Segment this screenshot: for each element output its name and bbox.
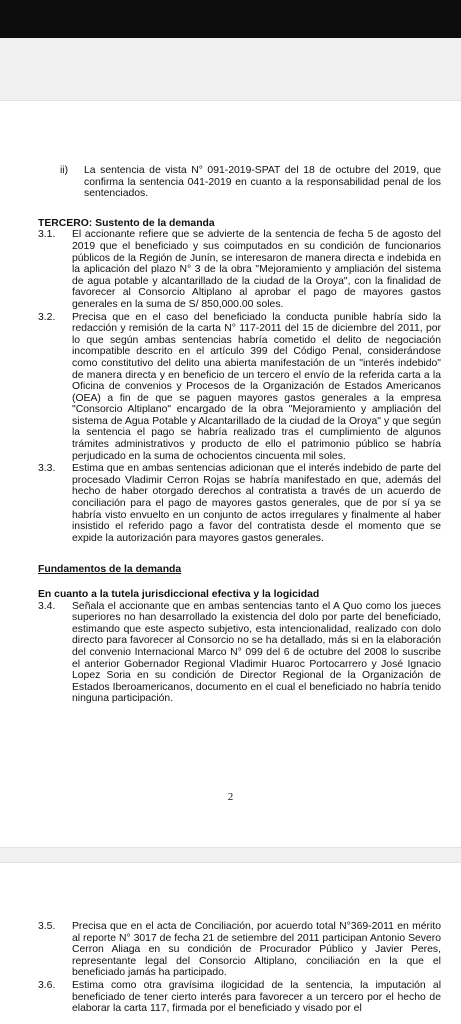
page-content (38, 921, 441, 1015)
page-number: 2 (227, 791, 234, 803)
item-number: 3.5. (38, 921, 56, 932)
list-item-3-6 (38, 980, 441, 1015)
document-page-2 (0, 100, 461, 848)
item-number: 3.3. (38, 463, 56, 475)
viewer-gap-between-pages (0, 848, 461, 862)
item-number: 3.4. (38, 600, 56, 612)
heading-fundamentos: Fundamentos de la demanda (38, 564, 182, 576)
item-number: 3.6. (38, 979, 56, 991)
item-text: Precisa que en el acta de Conciliación, por acuerdo total N°369-2011 en mérito al reporte N° 3017 de fecha 21 de setiembre del 2011 participan Antonio Severo Cerron Aliaga en su condición de Procurador Público y Javier Peres, representante legal del Consorcio Altiplano, conciliación en la que el beneficiado jamás ha participado. (72, 921, 441, 979)
sub-item-ii (60, 165, 441, 200)
item-number: 3.2. (38, 311, 56, 323)
heading-tutela: En cuanto a la tutela jurisdiccional efectiva y la logicidad (38, 589, 320, 600)
item-text: Estima como otra gravísima ilogicidad de la sentencia, la imputación al beneficiado de tener cierto interés para favorecer a un tercero por el hecho de elaborar la carta 117, firmada por el beneficiado y visado por el (72, 979, 441, 1015)
list-item-3-1 (38, 229, 441, 310)
page-content (38, 165, 441, 705)
list-item-3-5 (38, 921, 441, 979)
sub-item-label: ii) (60, 165, 69, 176)
item-number: 3.1. (38, 229, 56, 241)
heading-tercero: TERCERO: Sustento de la demanda (38, 217, 215, 229)
list-item-3-4 (38, 601, 441, 705)
item-text: El accionante refiere que se advierte de la sentencia de fecha 5 de agosto del 2019 que el beneficiado y sus coimputados en su condición de funcionarios públicos de la Región de Junín, se interesaron de manera directa e indebida en la aplicación del plazo N° 3 de la obra "Mejoramiento y ampliación del sistema de agua potable y alcantarillado de la ciudad de la Oroya", con la finalidad de favorecer al Consorcio Altiplano al aprobar el pago de mayores gastos generales en la suma de S/ 850,000.00 soles. (72, 229, 441, 310)
document-page-3 (0, 862, 461, 1024)
viewer-gap-top (0, 38, 461, 100)
list-item-3-2 (38, 312, 441, 463)
list-item-3-3 (38, 463, 441, 544)
sub-item-text: La sentencia de vista N° 091-2019-SPAT del 18 de octubre del 2019, que confirma la sentencia 041-2019 en cuanto a la responsabilidad penal de los sentenciados. (84, 165, 441, 200)
item-text: Precisa que en el caso del beneficiado la conducta punible habría sido la redacción y remisión de la carta N° 117-2011 del 15 de diciembre del 2011, por lo que según ambas sentencias habría cometido el delito de negociación incompatible descrito en el artículo 399 del Código Penal, considerándose como constitutivo del delito una abierta manifestación de un "interés indebido" de manera directa y en beneficio de un tercero el envío de la referida carta a la Oficina de convenios y Procesos de la Organización de Estados Americanos (OEA) a fin de que se paguen mayores gastos generales a la empresa "Consorcio Altiplano" encargado de la obra "Mejoramiento y ampliación del sistema de Agua Potable y Alcantarillado de la ciudad de la Oroya" y que según la sentencia el pago se habría realizado tras el cumplimiento de algunos trámites administrativos y producto de ello el patrimonio público se habría perjudicado en la suma de ochocientos cincuenta mil soles. (72, 311, 441, 462)
item-text: Señala el accionante que en ambas sentencias tanto el A Quo como los jueces superiores no han desarrollado la existencia del dolo por parte del beneficiado, estimando que este aspecto subjetivo, esta intencionalidad, realizado con dolo directo para favorecer al Consorcio no se ha detallado, más si en la elaboración del convenio Internacional Marco N° 099 del 6 de octubre del 2008 lo suscribe el anterior Gobernador Regional Vladimir Huaroc Portocarrero y José Ignacio Lopez Soria en su condición de Director Regional de la Organización de Estados Iberoamericanos, documento en el cual el beneficiado no habría tenido ninguna participación. (72, 600, 441, 705)
top-black-bar (0, 0, 461, 38)
item-text: Estima que en ambas sentencias adicionan que el interés indebido de parte del procesado Vladimir Cerron Rojas se habría manifestado en que, además del hecho de haber otorgado derechos al contratista a través de un acuerdo de conciliación para el pago de mayores gastos generales, que de por sí ya se habría visto envuelto en un conjunto de actos irregulares y finalmente al haber insistido el referido pago a favor del contratista desde el momento que se expide la autorización para mayores gastos generales. (72, 463, 441, 544)
